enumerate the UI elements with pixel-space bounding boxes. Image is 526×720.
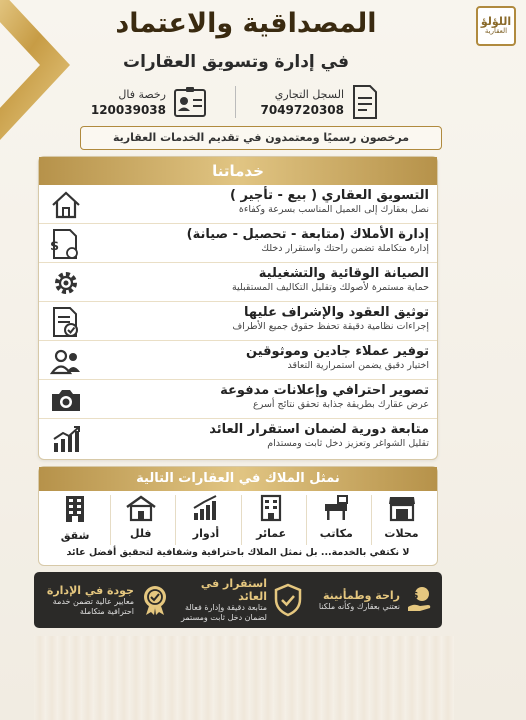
- gear-icon: [47, 268, 85, 298]
- properties-heading: نمثل الملاك في العقارات التالية: [39, 467, 437, 491]
- shield-check-icon: [273, 585, 303, 615]
- headline: المصداقية والاعتماد: [115, 8, 377, 39]
- quality-badge-icon: [140, 585, 170, 615]
- fal-number: 120039038: [90, 103, 166, 118]
- feature-title: راحة وطمأنينة: [322, 588, 400, 602]
- service-title: التسويق العقاري ( بيع - تأجير ): [230, 188, 429, 203]
- service-item: [39, 263, 437, 302]
- property-type: [175, 495, 235, 545]
- services-heading: خدماتنا: [39, 157, 437, 185]
- feature-description: متابعة دقيقة وإدارة فعالة لضمان دخل ثابت ومستمر: [181, 603, 267, 622]
- property-type: [306, 495, 366, 545]
- services-list: [39, 185, 437, 458]
- logo-subtext: العقارية: [484, 27, 508, 36]
- camera-icon: [47, 385, 85, 415]
- commercial-register: [261, 82, 379, 122]
- service-title: توفير عملاء جادين وموثوقين: [246, 344, 429, 359]
- office-icon: [322, 495, 350, 525]
- service-description: نصل بعقارك إلى العميل المناسب بسرعة وكفاءة: [238, 204, 429, 215]
- features-bar: [34, 572, 442, 628]
- house-icon: [47, 190, 85, 220]
- service-description: إدارة متكاملة تضمن راحتك واستقرار دخلك: [261, 243, 429, 254]
- properties-row: [39, 491, 437, 545]
- service-item: [39, 185, 437, 224]
- document-icon: [352, 85, 378, 119]
- properties-footer: لا نكتفي بالخدمة... بل نمثل الملاك باحترافية وشفافية لتحقيق أفضل عائد: [66, 547, 410, 558]
- property-label: مكاتب: [319, 527, 353, 540]
- feature-title: استقرار في العائد: [200, 577, 267, 603]
- property-label: أدوار: [192, 527, 220, 540]
- blurred-area: [34, 636, 454, 720]
- license-strip: مرخصون رسميًا ومعتمدون في تقديم الخدمات العقارية: [80, 126, 442, 150]
- fal-label: رخصة فال: [118, 87, 166, 101]
- service-item: [39, 419, 437, 458]
- services-panel: [38, 156, 438, 460]
- svg-text:$: $: [49, 239, 59, 254]
- property-type: [45, 495, 105, 545]
- growth-chart-icon: [47, 424, 85, 454]
- money-document-icon: [47, 229, 85, 259]
- service-description: اختيار دقيق يضمن استمرارية التعاقد: [287, 360, 429, 371]
- hand-money-icon: [406, 585, 436, 615]
- service-item: [39, 224, 437, 263]
- service-item: [39, 341, 437, 380]
- logo-text: اللؤلؤ: [480, 15, 512, 29]
- property-label: فلل: [130, 527, 152, 540]
- contract-check-icon: [47, 307, 85, 337]
- fal-license: [91, 82, 206, 122]
- id-card-icon: [174, 87, 206, 117]
- feature-title: جودة في الإدارة: [46, 583, 134, 597]
- commercial-label: السجل التجاري: [274, 87, 344, 101]
- apartment-icon: [63, 495, 87, 527]
- svg-text:$: $: [410, 588, 419, 602]
- feature-item: [306, 576, 436, 624]
- feature-description: معايير عالية تضمن خدمة احترافية متكاملة: [52, 596, 134, 616]
- service-description: حماية مستمرة لأصولك وتقليل التكاليف المستقبلية: [231, 282, 429, 293]
- property-type: [371, 495, 431, 545]
- feature-item: [40, 576, 170, 624]
- property-type: [110, 495, 170, 545]
- users-icon: [47, 346, 85, 376]
- feature-description: نعتني بعقارك وكأنه ملكنا: [318, 601, 400, 611]
- service-title: الصيانة الوقائية والتشغيلية: [258, 266, 429, 281]
- shop-icon: [388, 495, 416, 525]
- service-title: تصوير احترافي وإعلانات مدفوعة: [220, 383, 429, 398]
- property-label: عمائر: [256, 527, 287, 540]
- service-title: توثيق العقود والإشراف عليها: [244, 305, 429, 320]
- property-label: شقق: [60, 529, 90, 542]
- service-title: متابعة دورية لضمان استقرار العائد: [209, 422, 429, 437]
- service-title: إدارة الأملاك (متابعة - تحصيل - صيانة): [186, 227, 429, 242]
- properties-panel: [38, 466, 438, 566]
- service-item: [39, 302, 437, 341]
- company-logo: [476, 6, 516, 46]
- service-description: عرض عقارك بطريقة جذابة تحقق نتائج أسرع: [253, 399, 429, 410]
- subheadline: في إدارة وتسويق العقارات: [122, 52, 350, 72]
- gold-chevron-decoration: [0, 0, 70, 140]
- property-type: [241, 495, 301, 545]
- service-item: [39, 380, 437, 419]
- building-icon: [257, 495, 285, 525]
- floors-chart-icon: [192, 495, 220, 525]
- feature-item: [173, 576, 303, 624]
- villa-icon: [126, 495, 156, 525]
- commercial-number: 7049720308: [260, 103, 344, 118]
- credentials-divider: [235, 86, 236, 118]
- property-label: محلات: [384, 527, 419, 540]
- service-description: إجراءات نظامية دقيقة تحفظ حقوق جميع الأطراف: [232, 321, 429, 332]
- service-description: تقليل الشواغر وتعزيز دخل ثابت ومستدام: [267, 438, 429, 449]
